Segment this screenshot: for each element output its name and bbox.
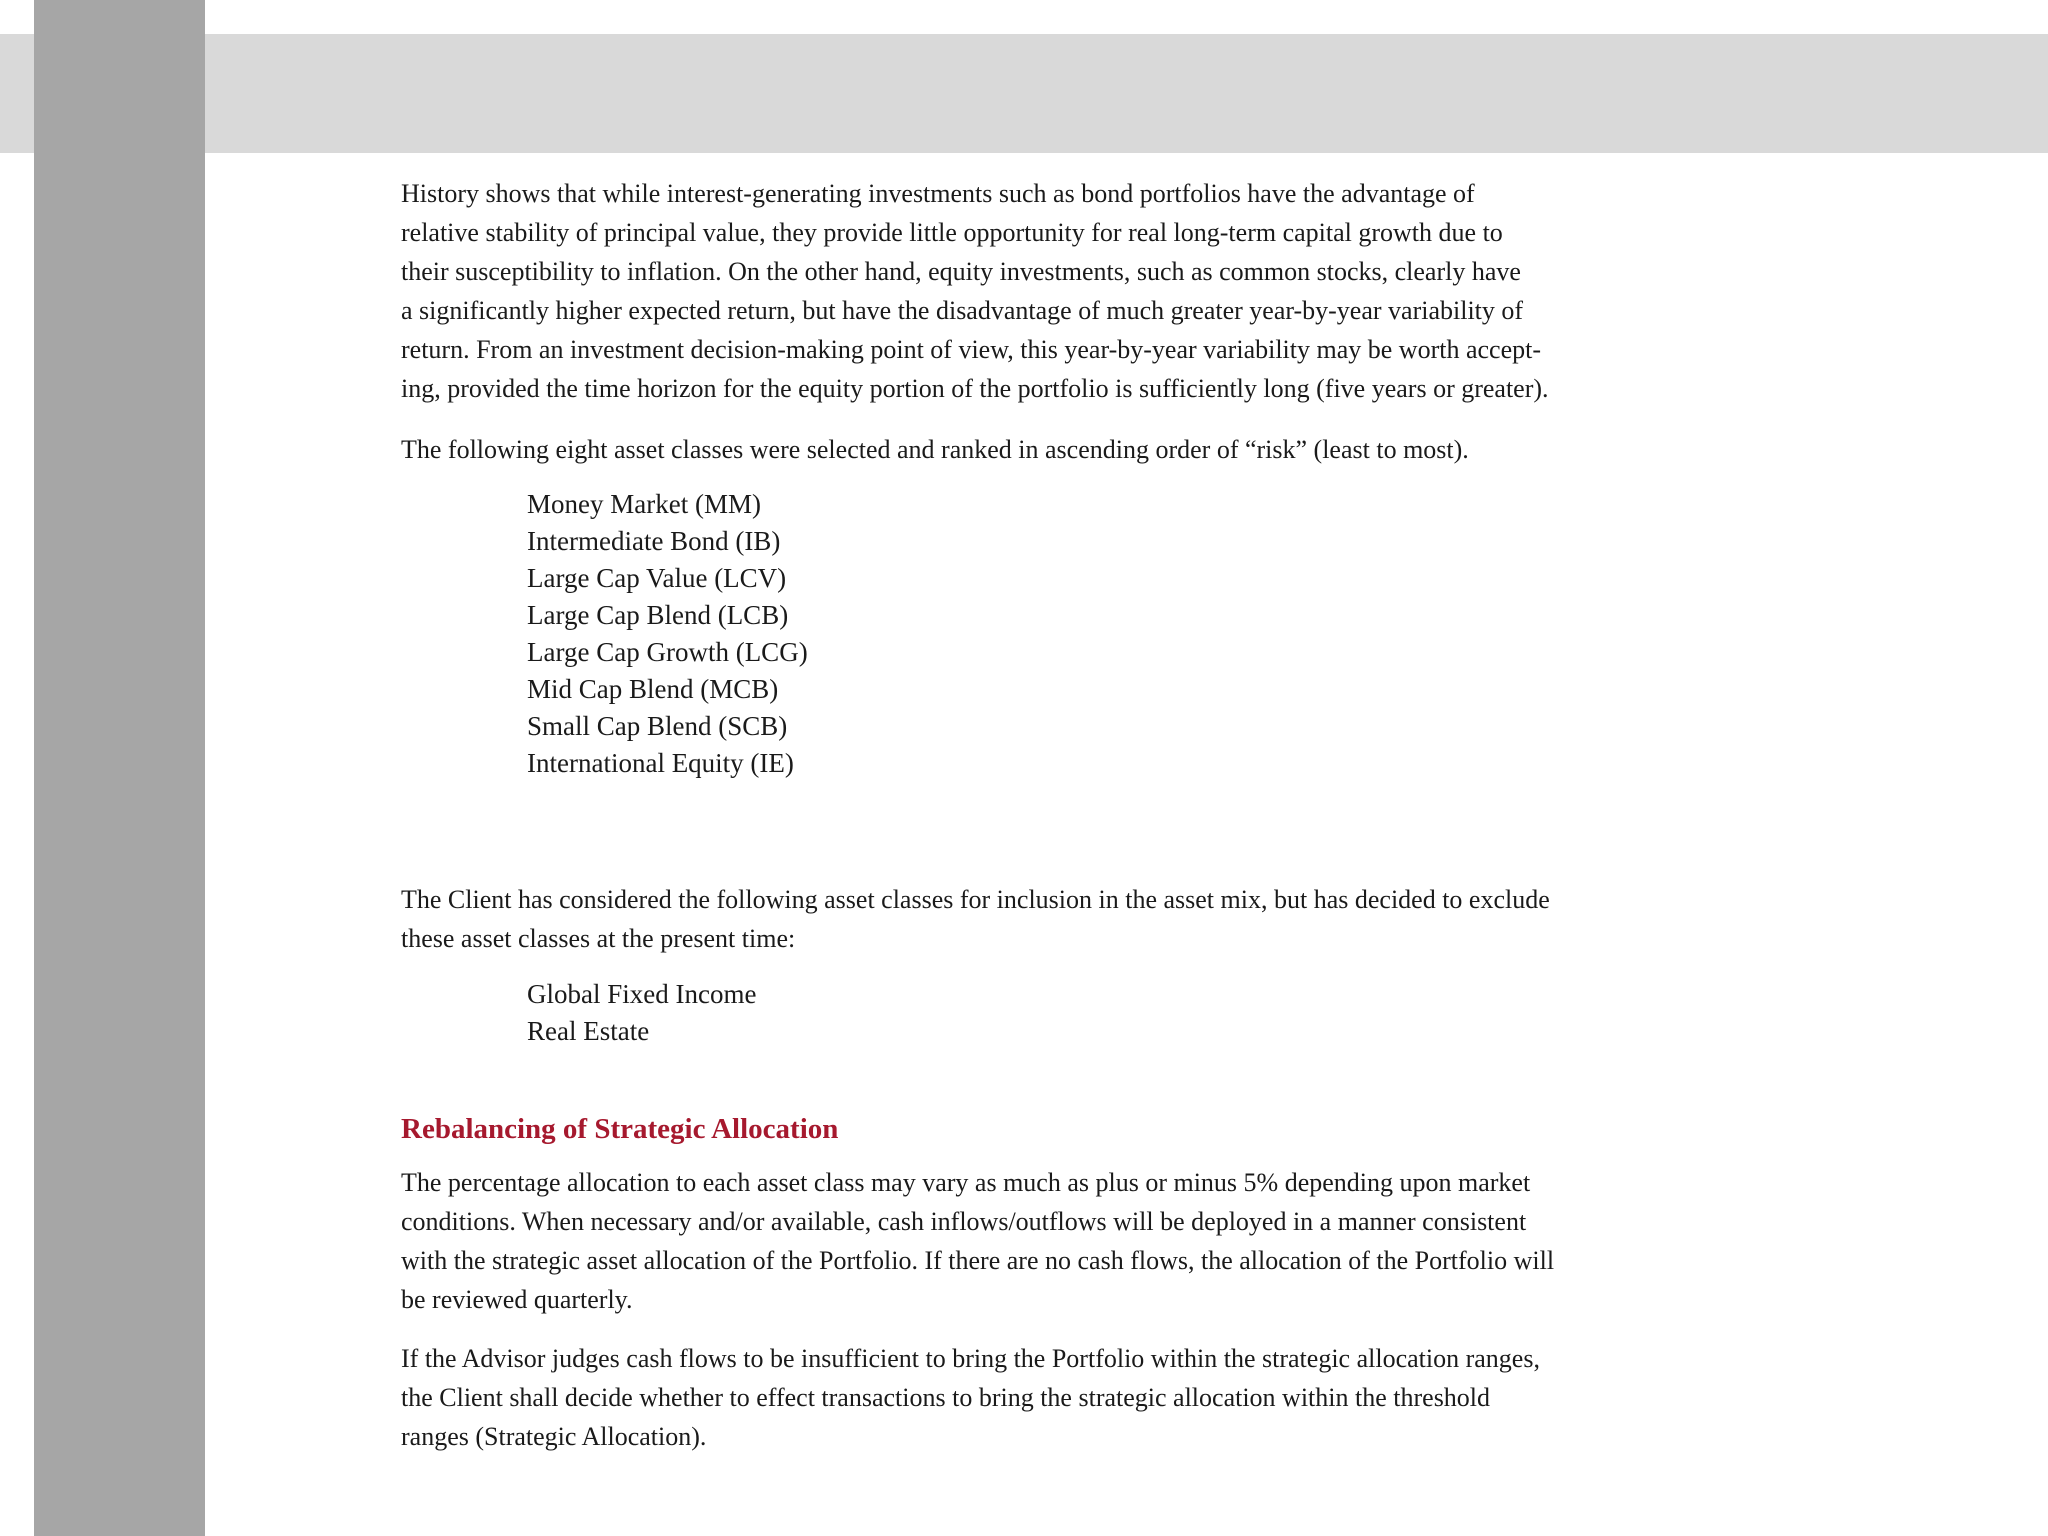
- list-item: Large Cap Blend (LCB): [527, 600, 789, 630]
- left-sidebar-rail: [34, 0, 205, 1536]
- rebalancing-paragraph-2: If the Advisor judges cash flows to be insufficient to bring the Portfolio within the strategic allocation ranges, the Client shall decide whether to effect transactions to bring the strategic allocation within the threshold ranges (Strategic Allocation).: [401, 1344, 1540, 1451]
- ranked-intro-paragraph: The following eight asset classes were selected and ranked in ascending order of “risk” (least to most).: [401, 435, 1469, 464]
- rebalancing-paragraph-1: The percentage allocation to each asset class may vary as much as plus or minus 5% depending upon market conditions. When necessary and/or available, cash inflows/outflows will be deployed in a manner consistent with the strategic asset allocation of the Portfolio. If there are no cash flows, the allocation of the Portfolio will be reviewed quarterly.: [401, 1168, 1555, 1314]
- list-item: Large Cap Value (LCV): [527, 563, 787, 593]
- list-item: Global Fixed Income: [527, 979, 757, 1009]
- list-item: Large Cap Growth (LCG): [527, 637, 808, 667]
- excluded-intro-paragraph: The Client has considered the following asset classes for inclusion in the asset mix, but has decided to exclude these asset classes at the present time:: [401, 885, 1550, 953]
- list-item: Intermediate Bond (IB): [527, 526, 781, 556]
- list-item: Money Market (MM): [527, 489, 761, 519]
- list-item: Mid Cap Blend (MCB): [527, 674, 779, 704]
- list-item: Real Estate: [527, 1016, 650, 1046]
- section-heading-rebalancing: Rebalancing of Strategic Allocation: [401, 1113, 839, 1145]
- excluded-asset-class-list: [527, 976, 1801, 1050]
- header-band: [0, 34, 2048, 153]
- list-item: International Equity (IE): [527, 748, 794, 778]
- list-item: Small Cap Blend (SCB): [527, 711, 788, 741]
- intro-paragraph: History shows that while interest-generating investments such as bond portfolios have the advantage of relative stability of principal value, they provide little opportunity for real long-term capital growth due to their susceptibility to inflation. On the other hand, equity investments, such as common stocks, clearly have a significantly higher expected return, but have the disadvantage of much greater year-by-year variability of return. From an investment decision-making point of view, this year-by-year variability may be worth accept- ing, provided the time horizon for the equity portion of the portfolio is sufficiently long (five years or greater).: [401, 179, 1549, 403]
- ranked-asset-class-list: [527, 486, 1801, 782]
- document-body: [401, 174, 1801, 1456]
